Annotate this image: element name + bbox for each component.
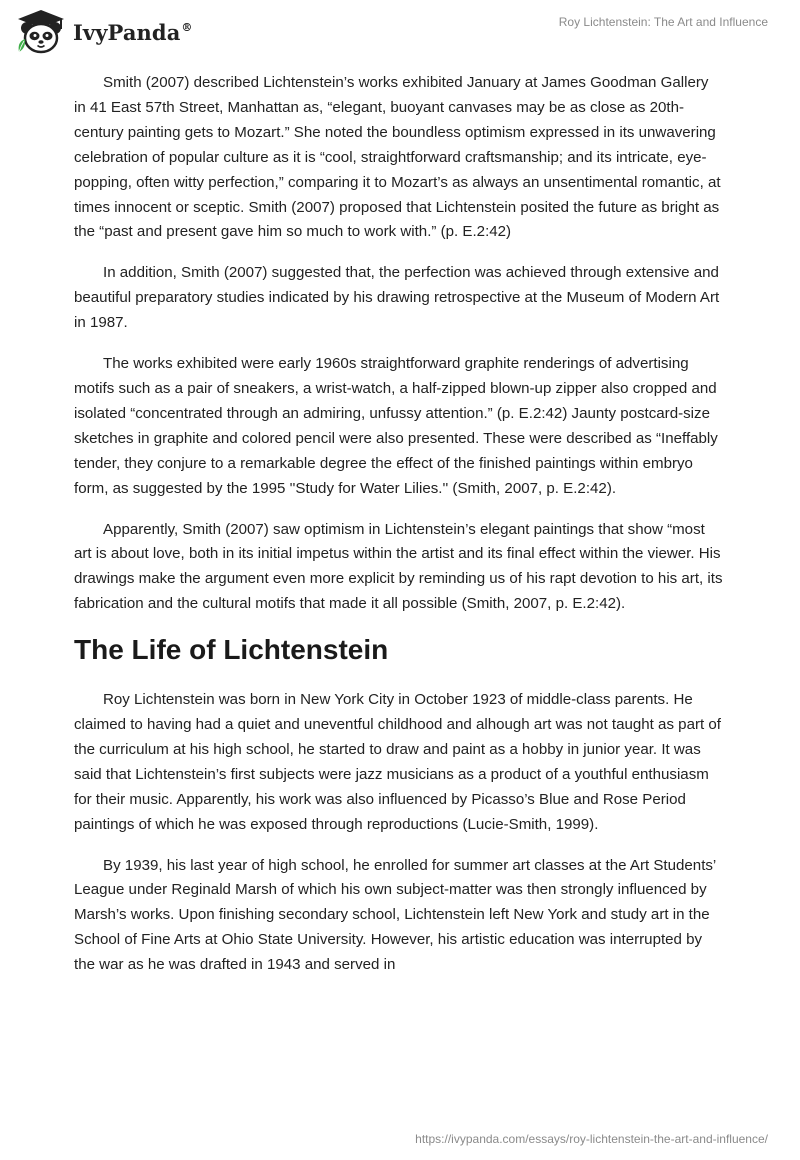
paragraph: Roy Lichtenstein was born in New York City in October 1923 of middle-class parents. He claimed to having had a quiet and uneventful childhood and alhough art was not taught as part of the curriculum at his high school, he started to draw and paint as a hobby in junior year. It was said that Lichtenstein’s first subjects were jazz musicians as a product of a youthful enthusiasm for their music. Apparently, his work was also influenced by Picasso’s Blue and Rose Period paintings of which he was exposed through reproductions (Lucie-Smith, 1999). — [74, 691, 721, 833]
paragraph: Apparently, Smith (2007) saw optimism in Lichtenstein’s elegant paintings that show “most art is about love, both in its initial impetus within the artist and its final effect within the viewer. His drawings make the argument even more explicit by reminding us of his rapt devotion to his art, its fabrication and the cultural motifs that made it all possible (Smith, 2007, p. E.2:42). — [74, 520, 723, 613]
registered-mark: ® — [181, 20, 193, 34]
page-header — [0, 0, 800, 70]
paragraph: By 1939, his last year of high school, he enrolled for summer art classes at the Art Students’ League under Reginald Marsh of which his own subject-matter was then strongly influenced by Marsh’s works. Upon finishing secondary school, Lichtenstein left New York and study art in the School of Fine Arts at Ohio State University. However, his artistic education was interrupted by the war as he was drafted in 1943 and served in — [74, 856, 716, 974]
source-url[interactable]: https://ivypanda.com/essays/roy-lichtenstein-the-art-and-influence/ — [415, 1132, 768, 1146]
paragraph: In addition, Smith (2007) suggested that, the perfection was achieved through extensive and beautiful preparatory studies indicated by his drawing retrospective at the Museum of Modern Art in 1987. — [74, 264, 720, 332]
section-heading: The Life of Lichtenstein — [74, 634, 389, 666]
logo-wordmark — [73, 20, 193, 45]
paragraph: Smith (2007) described Lichtenstein’s works exhibited January at James Goodman Gallery in 41 East 57th Street, Manhattan as, “elegant, buoyant canvases may be as close as 20th-century painting gets to Mozart.” She noted the boundless optimism expressed in its unwavering celebration of popular culture as it is “cool, straightforward craftsmanship; and its intricate, eye-popping, often witty perfection,” comparing it to Mozart’s as always an unsentimental romantic, at times innocent or sceptic. Smith (2007) proposed that Lichtenstein posited the future as bright as the “past and present gave him so much to work with.” (p. E.2:42) — [74, 74, 721, 241]
article-body — [74, 71, 724, 994]
panda-graduate-icon — [14, 8, 68, 56]
logo-text: IvyPanda — [73, 19, 181, 45]
document-title: Roy Lichtenstein: The Art and Influence — [558, 15, 768, 29]
paragraph: The works exhibited were early 1960s straightforward graphite renderings of advertising motifs such as a pair of sneakers, a wrist-watch, a half-zipped blown-up zipper also cropped and isolated “concentrated through an admiring, unfussy attention.” (p. E.2:42) Jaunty postcard-size sketches in graphite and colored pencil were also presented. These were described as “Ineffably tender, they conjure to a remarkable degree the effect of the finished paintings within embryo form, as suggested by the 1995 ''Study for Water Lilies.'' (Smith, 2007, p. E.2:42). — [74, 355, 718, 497]
ivypanda-logo[interactable] — [14, 8, 193, 56]
